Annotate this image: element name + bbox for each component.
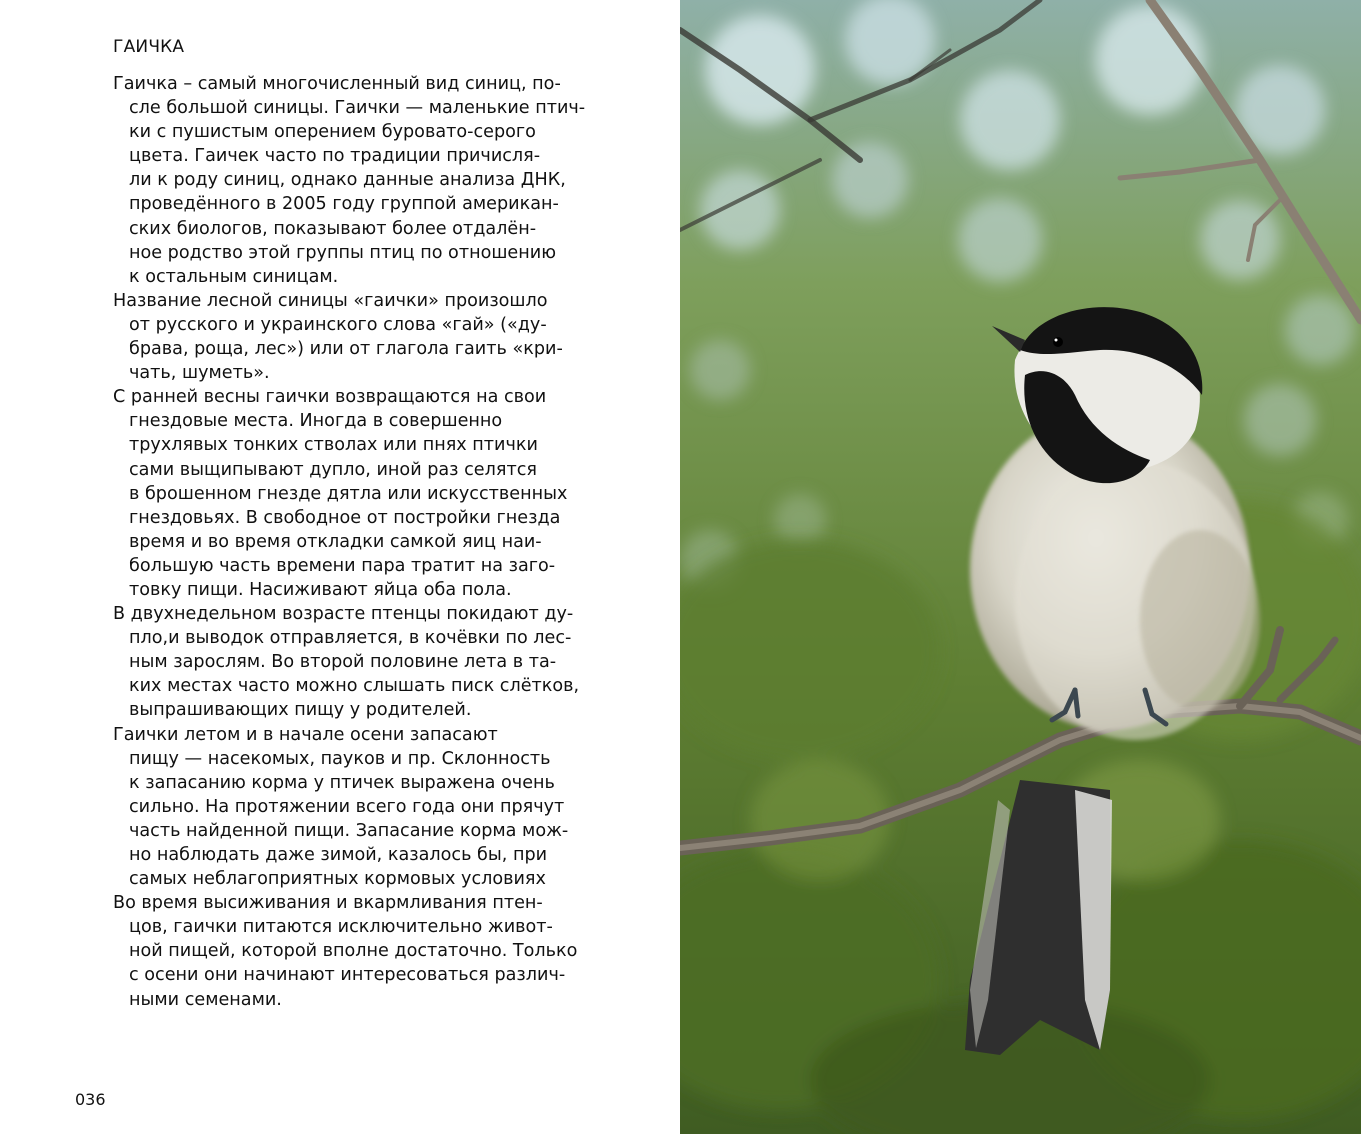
text-line: ких местах часто можно слышать писк слётков, <box>129 676 580 697</box>
text-line: Название лесной синицы «гаички» произошло <box>113 290 548 311</box>
text-line: в брошенном гнезде дятла или искусственных <box>129 483 568 504</box>
text-line: Во время высиживания и вкармливания птен- <box>113 893 543 914</box>
text-line: гнездовьях. В свободное от постройки гнезда <box>129 507 561 528</box>
article-body <box>113 72 589 1012</box>
bird-photo <box>680 0 1361 1134</box>
text-line: ными семенами. <box>129 989 282 1010</box>
paragraph <box>113 385 589 602</box>
text-line: ным зарослям. Во второй половине лета в та- <box>129 652 557 673</box>
text-line: гнездовые места. Иногда в совершенно <box>129 411 503 432</box>
text-line: товку пищи. Насиживают яйца оба пола. <box>129 579 512 600</box>
text-line: с осени они начинают интересоваться различ- <box>129 965 566 986</box>
text-line: ное родство этой группы птиц по отношению <box>129 242 557 263</box>
paragraph <box>113 602 589 722</box>
paragraph <box>113 723 589 892</box>
chickadee-photo-illustration <box>680 0 1361 1134</box>
text-line: трухлявых тонких стволах или пнях птички <box>129 435 538 456</box>
text-line: пло,и выводок отправляется, в кочёвки по лес- <box>129 628 572 649</box>
text-line: цов, гаички питаются исключительно живот- <box>129 917 553 938</box>
text-line: Гаички летом и в начале осени запасают <box>113 724 498 745</box>
text-line: самых неблагоприятных кормовых условиях <box>129 869 546 890</box>
text-line: ли к роду синиц, однако данные анализа ДНК, <box>129 170 566 191</box>
text-line: проведённого в 2005 году группой американ- <box>129 194 559 215</box>
text-line: но наблюдать даже зимой, казалось бы, при <box>129 845 548 865</box>
page-number: 036 <box>75 1090 106 1109</box>
paragraph <box>113 891 589 1011</box>
text-line: чать, шуметь». <box>129 363 270 384</box>
paragraph <box>113 72 589 289</box>
text-line: от русского и украинского слова «гай» («ду- <box>129 314 547 335</box>
page-title: ГАИЧКА <box>113 37 185 57</box>
text-line: сами выщипывают дупло, иной раз селятся <box>129 459 537 480</box>
text-line: сле большой синицы. Гаички — маленькие птич- <box>129 98 586 119</box>
text-line: ских биологов, показывают более отдалён- <box>129 218 537 239</box>
bird-eye <box>1053 337 1063 347</box>
text-line: сильно. На протяжении всего года они прячут <box>129 796 565 817</box>
text-line: ки с пушистым оперением буровато-серого <box>129 122 536 143</box>
text-line: время и во время откладки самкой яиц наи- <box>129 531 542 552</box>
text-line: Гаичка – самый многочисленный вид синиц, по- <box>113 74 561 94</box>
text-line: к остальным синицам. <box>129 266 339 287</box>
text-line: часть найденной пищи. Запасание корма мож- <box>129 820 569 841</box>
text-line: выпрашивающих пищу у родителей. <box>129 700 472 721</box>
text-line: цвета. Гаичек часто по традиции причисля- <box>129 146 541 167</box>
text-line: В двухнедельном возрасте птенцы покидают ду- <box>113 604 574 625</box>
text-line: С ранней весны гаички возвращаются на свои <box>113 387 547 408</box>
text-line: брава, роща, лес») или от глагола гаить «кри- <box>129 339 563 360</box>
text-line: ной пищей, которой вполне достаточно. Только <box>129 941 578 962</box>
text-line: к запасанию корма у птичек выражена очень <box>129 772 555 793</box>
text-line: большую часть времени пара тратит на заго- <box>129 555 556 576</box>
paragraph <box>113 289 589 385</box>
text-line: пищу — насекомых, пауков и пр. Склонность <box>129 748 551 769</box>
text-page <box>0 0 680 1134</box>
